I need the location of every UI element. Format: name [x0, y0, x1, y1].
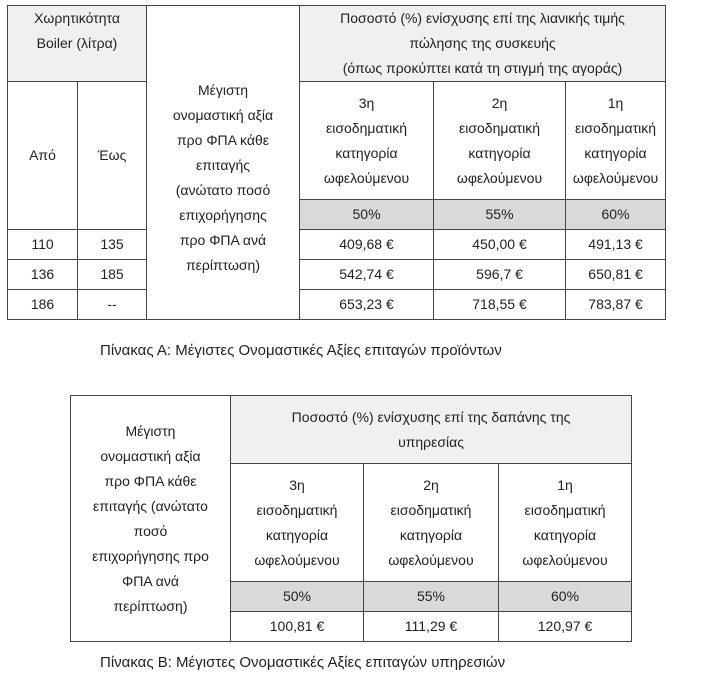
row-value: 718,55 €: [434, 290, 566, 320]
table-row: [8, 290, 666, 320]
max-value-header: Μέγιστη ονομαστική αξία προ ΦΠΑ κάθε επιταγής (ανώτατο ποσό επιχορήγησης προ ΦΠΑ ανά περίπτωση): [147, 6, 300, 320]
row-to: 135: [78, 230, 147, 260]
category-2-header: 2η εισοδηματική κατηγορία ωφελούμενου: [434, 82, 566, 200]
max-value-header: Μέγιστη ονομαστική αξία προ ΦΠΑ κάθε επιταγής (ανώτατο ποσό επιχορήγησης προ ΦΠΑ ανά περίπτωση): [71, 396, 231, 642]
pct-category-3: 50%: [300, 200, 434, 230]
row-value: 783,87 €: [566, 290, 666, 320]
to-header: Έως: [78, 82, 147, 230]
category-3-header: 3η εισοδηματική κατηγορία ωφελούμενου: [300, 82, 434, 200]
pct-category-2: 55%: [434, 200, 566, 230]
from-header: Από: [8, 82, 78, 230]
table-a: [7, 5, 666, 320]
row-to: --: [78, 290, 147, 320]
row-value: 653,23 €: [300, 290, 434, 320]
support-percentage-header: Ποσοστό (%) ενίσχυσης επί της δαπάνης της υπηρεσίας: [231, 396, 632, 464]
table-row: [8, 230, 666, 260]
row-value: 542,74 €: [300, 260, 434, 290]
pct-category-1: 60%: [566, 200, 666, 230]
pct-category-2: 55%: [364, 582, 499, 612]
pct-category-1: 60%: [499, 582, 632, 612]
row-value: 596,7 €: [434, 260, 566, 290]
table-row: [8, 260, 666, 290]
pct-category-3: 50%: [231, 582, 364, 612]
category-3-header: 3η εισοδηματική κατηγορία ωφελούμενου: [231, 464, 364, 582]
support-percentage-header: Ποσοστό (%) ενίσχυσης επί της λιανικής τιμής πώλησης της συσκευής (όπως προκύπτει κατά τη στιγμή της αγοράς): [300, 6, 666, 82]
capacity-header: Χωρητικότητα Boiler (λίτρα): [8, 6, 147, 82]
category-2-header: 2η εισοδηματική κατηγορία ωφελούμενου: [364, 464, 499, 582]
row-value: 120,97 €: [499, 612, 632, 642]
category-1-header: 1η εισοδηματική κατηγορία ωφελούμενου: [499, 464, 632, 582]
row-value: 100,81 €: [231, 612, 364, 642]
row-value: 650,81 €: [566, 260, 666, 290]
row-from: 186: [8, 290, 78, 320]
row-value: 409,68 €: [300, 230, 434, 260]
row-from: 110: [8, 230, 78, 260]
row-to: 185: [78, 260, 147, 290]
table-a-caption: Πίνακας Α: Μέγιστες Ονομαστικές Αξίες επιταγών προϊόντων: [100, 342, 502, 359]
row-value: 491,13 €: [566, 230, 666, 260]
category-1-header: 1η εισοδηματική κατηγορία ωφελούμενου: [566, 82, 666, 200]
table-b-caption: Πίνακας Β: Μέγιστες Ονομαστικές Αξίες επιταγών υπηρεσιών: [100, 654, 506, 671]
row-value: 111,29 €: [364, 612, 499, 642]
table-b: [70, 395, 632, 642]
row-from: 136: [8, 260, 78, 290]
row-value: 450,00 €: [434, 230, 566, 260]
